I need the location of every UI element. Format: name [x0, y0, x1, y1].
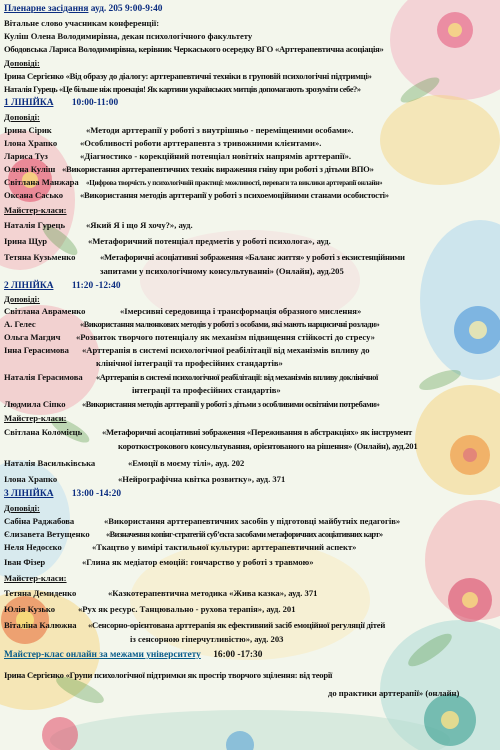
report-topic: «Арттерапія в системі психологічної реабілітації: від механізмів впливу доклінічної	[96, 373, 378, 382]
workshop-topic: «Метафоричний потенціал предметів у роботі психолога», ауд.	[88, 236, 331, 246]
speaker-name: Віталіна Калюжна	[4, 620, 77, 630]
workshop-topic-cont: короткострокового консультування, орієнтованого на рішення» (Онлайн), ауд.201	[118, 441, 418, 451]
workshop-topic: «Казкотерапевтична методика «Жива казка», ауд. 371	[108, 588, 318, 598]
line3-workshops-label: Майстер-класи:	[4, 573, 67, 583]
plenary-room: ауд. 205	[90, 4, 123, 14]
line2-time: 11:20 -12:40	[71, 281, 121, 291]
report-topic: «Діагностико - корекційний потенціал новітніх напрямів арттерапії».	[80, 151, 352, 161]
speaker-name: Інна Герасимова	[4, 345, 69, 355]
speaker-name: Світлана Авраменко	[4, 306, 86, 316]
speaker-name: Юлія Кузько	[4, 604, 56, 614]
speaker-name: Ілона Храпко	[4, 138, 58, 148]
line2-reports-label: Доповіді:	[4, 294, 40, 304]
line2-title: 2 ЛІНІЙКА	[4, 281, 54, 291]
online-title: Майстер-клас онлайн за межами університету	[4, 650, 201, 660]
report-topic: «Використання методів арттерапії у роботі з дітьми з особливими освітніми потребами»	[82, 400, 380, 409]
workshop-topic: «Який Я і що Я хочу?», ауд.	[86, 220, 193, 230]
speaker-name: Оксана Сасько	[4, 190, 64, 200]
plenary-report: Наталія Гурець «Це більше ніж проекція! Як картини українських митців допомагають зрозуміти себе?»	[4, 85, 361, 94]
plenary-header	[4, 4, 162, 15]
report-topic: «Використання малюнкових методів у роботі з особами, які мають нарцисичні розлади»	[80, 320, 380, 329]
line1-time: 10:00-11:00	[71, 98, 119, 108]
plenary-report: Ірина Сергієнко «Від образу до діалогу: арттерапевтичні техніки в груповій психологічні підтримці»	[4, 71, 372, 81]
line1-report	[4, 125, 52, 136]
speaker-name: Наталія Васильківська	[4, 458, 96, 468]
plenary-time: 9:00-9:40	[124, 4, 163, 14]
speaker-name: Ілона Храпко	[4, 474, 58, 484]
report-topic: «Визначення копінг-стратегій суб’єкта засобами метафоричних асоціативних карт»	[106, 530, 383, 539]
speaker-name: Тетяна Кузьменко	[4, 252, 76, 262]
line2-header	[4, 281, 121, 292]
speaker-name: Олена Куліш	[4, 164, 56, 174]
plenary-title: Пленарне засідання	[4, 4, 89, 14]
speaker-name: Сабіна Раджабова	[4, 516, 75, 526]
workshop-topic: «Метафоричні асоціативні зображення «Переживання в абстракціях» як інструмент	[102, 427, 413, 437]
welcome-label: Вітальне слово учасникам конференції:	[4, 18, 160, 28]
speaker-name: Світлана Манжара	[4, 177, 79, 187]
welcome-speaker: Куліш Олена Володимирівна, декан психологічного факультету	[4, 31, 253, 41]
workshop-topic: «Сенсорно-орієнтована арттерапія як ефективний засіб емоційної регуляції дітей	[88, 620, 386, 630]
line3-header	[4, 489, 121, 500]
workshop-topic: «Рух як ресурс. Танцювально - рухова терапія», ауд. 201	[78, 604, 296, 614]
report-topic: «Ткацтво у вимірі тактильної культури: арттерапевтичний аспект»	[92, 542, 357, 552]
line1-title: 1 ЛІНІЙКА	[4, 98, 54, 108]
report-topic: «Арттерапія в системі психологічної реабілітації від механізмів впливу до	[82, 345, 370, 355]
workshop-topic: «Емоції в моєму тілі», ауд. 202	[128, 458, 245, 468]
report-topic: «Розвиток творчого потенціалу як механізм підвищення стійкості до стресу»	[76, 332, 375, 342]
workshop-topic-cont: із сенсорною гіперчутливістю», ауд. 203	[130, 634, 284, 644]
report-topic: «Методи арттерапії у роботі з внутрішньо - переміщеними особами».	[86, 125, 354, 135]
speaker-name: Наталія Герасимова	[4, 372, 83, 382]
line3-reports-label: Доповіді:	[4, 503, 40, 513]
report-topic: «Використання арттерапевтичних технік вираження гніву при роботі з дітьми ВПО»	[62, 164, 374, 174]
speaker-name: Людмила Сіпко	[4, 399, 66, 409]
workshop-topic: «Нейрографічна квітка розвитку», ауд. 371	[118, 474, 286, 484]
report-topic: «Цифрова творчість у психологічній практиці: можливості, переваги та виклики арттерапії онлайн»	[86, 179, 383, 187]
report-topic: «Використання арттерапевтичних засобів у підготовці майбутніх педагогів»	[104, 516, 401, 526]
workshop-topic: «Метафоричні асоціативні зображення «Баланс життя» у роботі з екзистенційними	[100, 252, 405, 262]
speaker-name: Світлана Коломієць	[4, 427, 83, 437]
plenary-reports-label: Доповіді:	[4, 58, 40, 68]
speaker-name: Наталія Гурець	[4, 220, 65, 230]
speaker-name: Іван Фізер	[4, 557, 46, 567]
line1-reports-label: Доповіді:	[4, 112, 40, 122]
speaker-name: Ірина Сірик	[4, 125, 52, 135]
speaker-name: Тетяна Демиденко	[4, 588, 77, 598]
line3-title: 3 ЛІНІЙКА	[4, 489, 54, 499]
line3-time: 13:00 -14:20	[71, 489, 122, 499]
report-topic: «Використання методів арттерапії у роботі з психоемоційними станами особистості»	[80, 190, 389, 200]
speaker-name: Ольга Магдич	[4, 332, 61, 342]
line1-header	[4, 98, 118, 109]
report-topic: «Глина як медіатор емоцій: гончарство у роботі з травмою»	[82, 557, 314, 567]
line2-workshops-label: Майстер-класи:	[4, 413, 67, 423]
speaker-name: Лариса Туз	[4, 151, 48, 161]
report-topic-cont: інтеграції та професійних стандартів»	[132, 385, 281, 395]
online-time: 16:00 -17:30	[213, 650, 263, 660]
report-topic: «Особливості роботи арттерапевта з тривожними клієнтами».	[80, 138, 322, 148]
speaker-name: Ірина Щур	[4, 236, 48, 246]
speaker-name: Неля Недосєко	[4, 542, 62, 552]
online-line-cont: до практики арттерапії» (онлайн)	[328, 688, 460, 698]
report-topic: «Імерсивні середовища і трансформація образного мислення»	[120, 306, 362, 316]
speaker-name: Єлизавета Ветущенко	[4, 529, 90, 539]
speaker-name: А. Гелес	[4, 319, 36, 329]
online-header	[4, 650, 262, 661]
report-topic-cont: клінічної інтеграції та професійних стандартів»	[96, 358, 283, 368]
welcome-speaker: Ободовська Лариса Володимирівна, керівник Черкаського осередку ВГО «Арттерапевтична асоціація»	[4, 44, 384, 54]
line1-workshops-label: Майстер-класи:	[4, 205, 67, 215]
online-line: Ірина Сергієнко «Групи психологічної підтримки як простір творчого зцілення: від теорії	[4, 670, 333, 680]
workshop-topic-cont: запитами у психологічному консультуванні» (Онлайн), ауд.205	[100, 266, 344, 276]
